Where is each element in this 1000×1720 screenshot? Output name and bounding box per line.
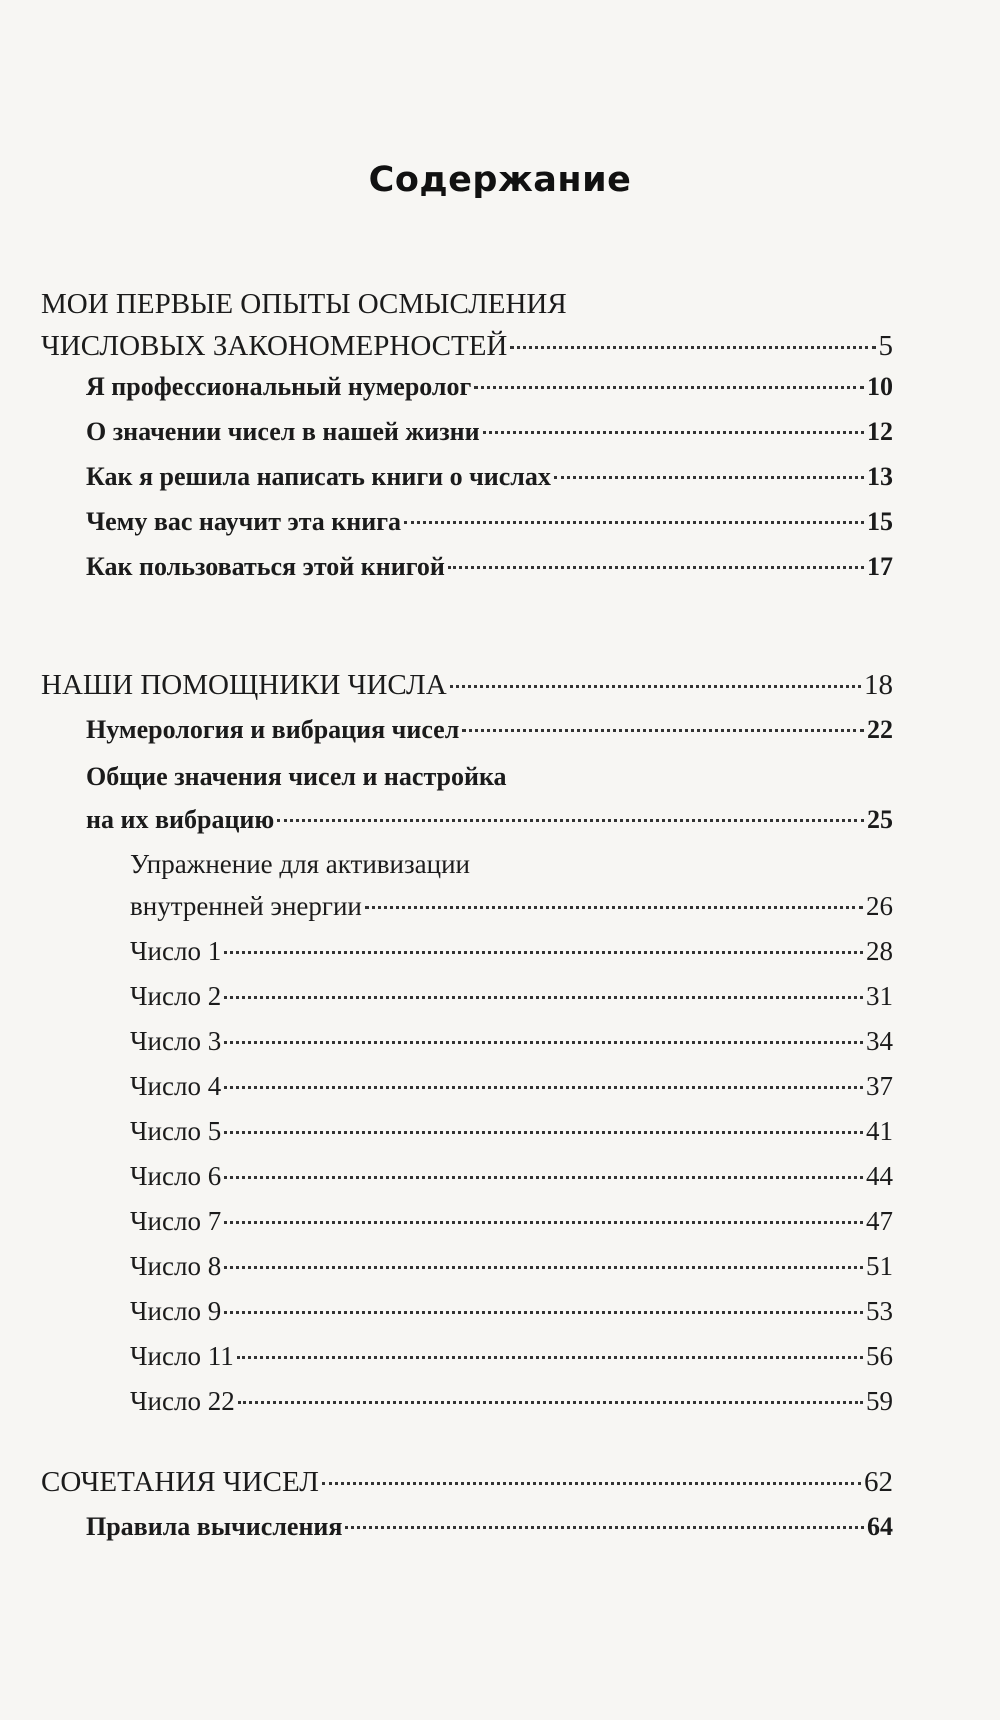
dot-leader: [237, 1356, 863, 1359]
toc-page-number: 62: [864, 1466, 893, 1498]
toc-entry-text: Число 4: [130, 1071, 222, 1101]
toc-page-number: 59: [866, 1386, 893, 1416]
toc-entry-text: Число 8: [130, 1251, 222, 1281]
dot-leader: [474, 386, 864, 389]
toc-heading-line1: МОИ ПЕРВЫЕ ОПЫТЫ ОСМЫСЛЕНИЯ: [41, 288, 567, 320]
toc-page-number: 18: [864, 669, 893, 701]
toc-entry[interactable]: [86, 417, 893, 447]
toc-entry[interactable]: [130, 1296, 893, 1327]
toc-page-number: 44: [866, 1161, 893, 1191]
toc-entry-text: О значении чисел в нашей жизни: [86, 417, 480, 446]
dot-leader: [224, 1266, 863, 1269]
toc-entry[interactable]: [130, 1026, 893, 1057]
toc-entry-text: на их вибрацию: [86, 805, 275, 834]
dot-leader: [510, 346, 875, 349]
dot-leader: [322, 1482, 861, 1485]
toc-entry[interactable]: [86, 715, 893, 745]
toc-page-number: 17: [867, 552, 893, 581]
toc-entry-text: Число 6: [130, 1161, 222, 1191]
toc-entry-text: НАШИ ПОМОЩНИКИ ЧИСЛА: [41, 669, 447, 701]
toc-page-number: 51: [866, 1251, 893, 1281]
toc-page-number: 56: [866, 1341, 893, 1371]
toc-page-number: 47: [866, 1206, 893, 1236]
toc-entry[interactable]: [130, 1206, 893, 1237]
toc-page-number: 26: [866, 891, 893, 921]
toc-entry[interactable]: [130, 1341, 893, 1372]
toc-entry[interactable]: [86, 462, 893, 492]
dot-leader: [224, 1221, 863, 1224]
toc-entry[interactable]: [130, 936, 893, 967]
toc-page-number: 64: [867, 1512, 893, 1541]
toc-entry-text: Число 7: [130, 1206, 222, 1236]
toc-entry[interactable]: [130, 981, 893, 1012]
toc-entry[interactable]: [86, 552, 893, 582]
toc-page-number: 34: [866, 1026, 893, 1056]
toc-page-number: 13: [867, 462, 893, 491]
toc-page-number: 41: [866, 1116, 893, 1146]
toc-page-number: 31: [866, 981, 893, 1011]
dot-leader: [404, 521, 864, 524]
toc-page-number: 53: [866, 1296, 893, 1326]
toc-entry-text: Число 22: [130, 1386, 235, 1416]
toc-entry[interactable]: [130, 1161, 893, 1192]
dot-leader: [224, 1041, 863, 1044]
toc-entry-text: СОЧЕТАНИЯ ЧИСЕЛ: [41, 1466, 319, 1498]
dot-leader: [365, 906, 863, 909]
toc-entry-text: Правила вычисления: [86, 1512, 343, 1541]
toc-page-number: 10: [867, 372, 893, 401]
toc-entry[interactable]: [86, 805, 893, 835]
toc-entry-text: Число 3: [130, 1026, 222, 1056]
toc-entry[interactable]: [130, 1386, 893, 1417]
dot-leader: [224, 951, 863, 954]
dot-leader: [224, 996, 863, 999]
dot-leader: [224, 1311, 863, 1314]
dot-leader: [448, 566, 864, 569]
toc-entry-text: Чему вас научит эта книга: [86, 507, 402, 536]
toc-entry[interactable]: [130, 1116, 893, 1147]
dot-leader: [450, 685, 861, 688]
toc-entry[interactable]: [41, 1466, 893, 1499]
toc-entry[interactable]: [130, 1071, 893, 1102]
toc-page-number: 22: [867, 715, 893, 744]
dot-leader: [224, 1176, 863, 1179]
page-title: Содержание: [368, 160, 632, 200]
toc-page-number: 25: [867, 805, 893, 834]
toc-entry-line1: Упражнение для активизации: [130, 849, 470, 879]
toc-entry-text: ЧИСЛОВЫХ ЗАКОНОМЕРНОСТЕЙ: [41, 330, 508, 362]
toc-page-number: 12: [867, 417, 893, 446]
toc-entry-text: Число 1: [130, 936, 222, 966]
toc-entry-text: внутренней энергии: [130, 891, 362, 921]
toc-entry[interactable]: [41, 669, 893, 702]
dot-leader: [554, 476, 864, 479]
dot-leader: [462, 729, 864, 732]
toc-entry-text: Число 11: [130, 1341, 234, 1371]
dot-leader: [483, 431, 864, 434]
toc-entry-text: Число 5: [130, 1116, 222, 1146]
toc-entry-text: Нумерология и вибрация чисел: [86, 715, 460, 744]
toc-page-number: 15: [867, 507, 893, 536]
toc-entry-text: Как пользоваться этой книгой: [86, 552, 445, 581]
toc-entry-text: Как я решила написать книги о числах: [86, 462, 551, 491]
toc-entry-text: Число 9: [130, 1296, 222, 1326]
toc-page-number: 37: [866, 1071, 893, 1101]
toc-page-number: 5: [878, 330, 893, 362]
dot-leader: [238, 1401, 863, 1404]
toc-entry-line1: Общие значения чисел и настройка: [86, 762, 507, 791]
toc-entry[interactable]: [130, 891, 893, 922]
dot-leader: [224, 1086, 863, 1089]
toc-entry[interactable]: [130, 1251, 893, 1282]
toc-entry-text: Я профессиональный нумеролог: [86, 372, 472, 401]
toc-entry[interactable]: [86, 372, 893, 402]
dot-leader: [224, 1131, 863, 1134]
dot-leader: [345, 1526, 864, 1529]
toc-entry[interactable]: [86, 507, 893, 537]
toc-entry-text: Число 2: [130, 981, 222, 1011]
toc-entry[interactable]: [86, 1512, 893, 1542]
toc-page-number: 28: [866, 936, 893, 966]
dot-leader: [277, 819, 864, 822]
toc-entry[interactable]: [41, 330, 893, 363]
